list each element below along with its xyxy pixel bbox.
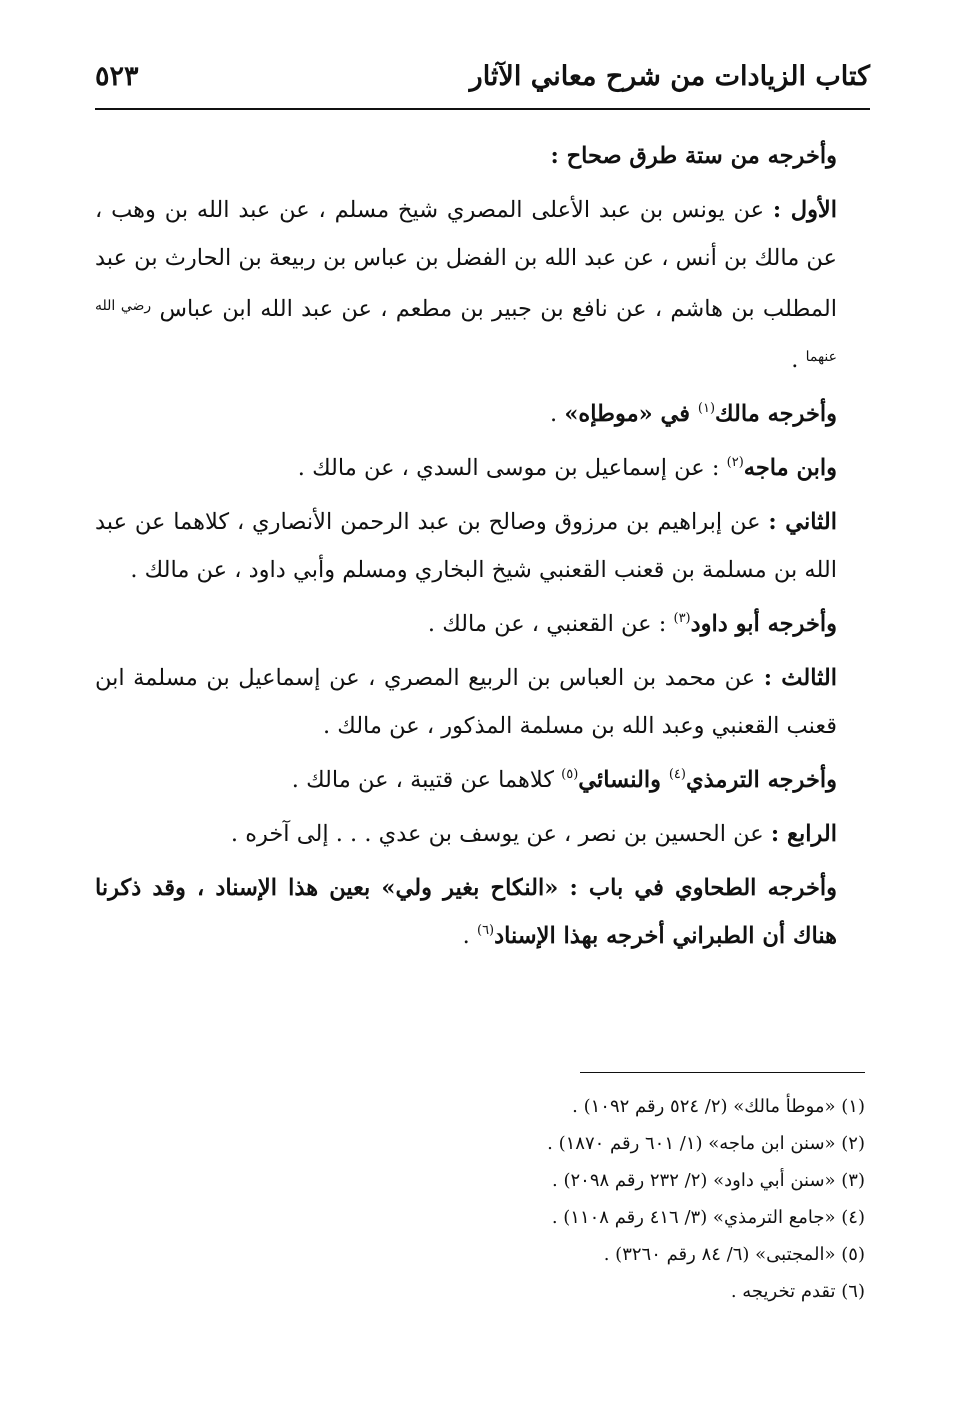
- footnote-ref-1[interactable]: (١): [697, 401, 716, 416]
- footnote-6: (٦) تقدم تخريجه .: [730, 1281, 865, 1302]
- paragraph-ibn-majah: [95, 444, 865, 492]
- main-text: [95, 132, 865, 966]
- nasai-label: والنسائي: [578, 767, 669, 793]
- paragraph-third-route: [95, 654, 865, 750]
- abu-dawud-text: : عن القعنبي ، عن مالك .: [427, 611, 674, 637]
- malik-label: وأخرجه مالك: [715, 401, 837, 427]
- book-title: كتاب الزيادات من شرح معاني الآثار: [469, 61, 870, 92]
- paragraph-first-route: [95, 186, 865, 384]
- footnote-ref-5[interactable]: (٥): [561, 767, 579, 782]
- ibn-majah-label: وابن ماجه: [743, 455, 837, 481]
- paragraph-intro: [95, 132, 865, 180]
- tirmidhi-nasai-text: كلاهما عن قتيبة ، عن مالك .: [291, 767, 562, 793]
- second-route-text: عن إبراهيم بن مرزوق وصالح بن عبد الرحمن الأنصاري ، كلاهما عن عبد الله بن مسلمة بن قعنب القعنبي شيخ البخاري ومسلم وأبي داود ، عن مالك .: [95, 509, 837, 583]
- footnote-5: (٥) «المجتبى» (٦/ ٨٤ رقم ٣٢٦٠) .: [603, 1244, 865, 1265]
- first-route-end: .: [791, 347, 806, 373]
- intro-heading: وأخرجه من ستة طرق صحاح :: [550, 143, 837, 169]
- running-header: [95, 55, 870, 107]
- paragraph-tahawi: [95, 864, 865, 960]
- footnotes: [95, 1088, 865, 1310]
- tahawi-end: .: [462, 923, 477, 949]
- honorific-glyph: رضي الله عنهما: [95, 298, 837, 365]
- footnote-ref-4[interactable]: (٤): [668, 767, 686, 782]
- paragraph-fourth-route: [95, 810, 865, 858]
- fourth-route-label: الرابع :: [770, 821, 837, 847]
- ibn-majah-text: : عن إسماعيل بن موسى السدي ، عن مالك .: [297, 455, 727, 481]
- third-route-text: عن محمد بن العباس بن الربيع المصري ، عن إسماعيل بن مسلمة ابن قعنب القعنبي وعبد الله بن مسلمة المذكور ، عن مالك .: [95, 665, 837, 739]
- tahawi-text: وأخرجه الطحاوي في باب : «النكاح بغير ولي» بعين هذا الإسناد ، وقد ذكرنا هناك أن الطبراني أخرجه بهذا الإسناد: [95, 875, 837, 949]
- page-number: ٥٢٣: [95, 61, 139, 92]
- second-route-label: الثاني :: [768, 509, 837, 535]
- paragraph-second-route: [95, 498, 865, 594]
- footnote-ref-6[interactable]: (٦): [476, 923, 495, 938]
- tirmidhi-label: وأخرجه الترمذي: [685, 767, 837, 793]
- paragraph-malik: [95, 390, 865, 438]
- muwatta-label: في «موطإه»: [564, 401, 698, 427]
- fourth-route-text: عن الحسين بن نصر ، عن يوسف بن عدي . . . إلى آخره .: [230, 821, 771, 847]
- footnote-4: (٤) «جامع الترمذي» (٣/ ٤١٦ رقم ١١٠٨) .: [551, 1207, 865, 1228]
- header-rule: [95, 108, 870, 110]
- abu-dawud-label: وأخرجه أبو داود: [690, 611, 837, 637]
- footnote-1: (١) «موطأ مالك» (٢/ ٥٢٤ رقم ١٠٩٢) .: [572, 1096, 865, 1117]
- first-route-text: عن يونس بن عبد الأعلى المصري شيخ مسلم ، عن عبد الله بن وهب ، عن مالك بن أنس ، عن عبد الله بن الفضل بن عباس بن ربيعة بن الحارث بن عبد المطلب بن هاشم ، عن نافع بن جبير بن مطعم ، عن عبد الله ابن عباس: [95, 197, 837, 322]
- third-route-label: الثالث :: [763, 665, 837, 691]
- footnote-ref-3[interactable]: (٣): [673, 611, 691, 626]
- footnote-3: (٣) «سنن أبي داود» (٢/ ٢٣٢ رقم ٢٠٩٨) .: [552, 1170, 865, 1191]
- first-route-label: الأول :: [772, 197, 838, 223]
- malik-end: .: [550, 401, 565, 427]
- footnote-2: (٢) «سنن ابن ماجه» (١/ ٦٠١ رقم ١٨٧٠) .: [547, 1133, 865, 1154]
- paragraph-abu-dawud: [95, 600, 865, 648]
- paragraph-tirmidhi-nasai: [95, 756, 865, 804]
- footnote-separator: [580, 1072, 865, 1073]
- footnote-ref-2[interactable]: (٢): [726, 455, 744, 470]
